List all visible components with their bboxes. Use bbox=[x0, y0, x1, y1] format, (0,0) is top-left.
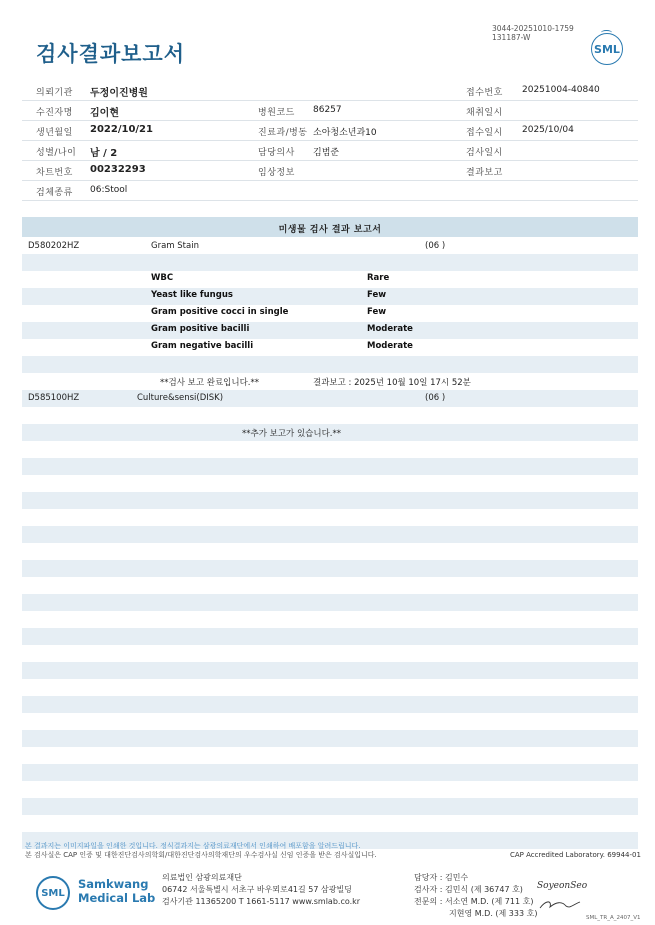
report-complete-message: **검사 보고 완료입니다.** bbox=[160, 378, 260, 388]
label-test-datetime: 검사일시 bbox=[466, 148, 503, 158]
info-row-institution bbox=[22, 80, 638, 101]
value-patient-name: 김이현 bbox=[90, 108, 119, 119]
band bbox=[22, 322, 638, 339]
finding-name: Gram positive bacilli bbox=[151, 324, 250, 334]
value-institution: 두정이진병원 bbox=[90, 88, 148, 99]
test2-code: D585100HZ bbox=[28, 393, 80, 403]
band bbox=[22, 662, 638, 679]
label-report: 결과보고 bbox=[466, 168, 503, 178]
footer-notice-faded: 본 결과지는 이미지파일을 인쇄한 것입니다. 정식결과지는 삼광의료재단에서 인쇄하여 배포함을 알려드립니다. bbox=[25, 842, 361, 850]
test1-name: Gram Stain bbox=[151, 241, 199, 251]
footer-notice bbox=[25, 842, 377, 860]
band bbox=[22, 492, 638, 509]
label-doctor: 담당의사 bbox=[258, 148, 295, 158]
finding-value: Moderate bbox=[367, 324, 413, 334]
label-clinical-info: 임상정보 bbox=[258, 168, 295, 178]
value-chart-no: 00232293 bbox=[90, 164, 146, 175]
band bbox=[22, 560, 638, 577]
footer-staff bbox=[414, 872, 537, 920]
document-id bbox=[492, 24, 574, 42]
signature-2 bbox=[538, 898, 582, 912]
finding-name: Yeast like fungus bbox=[151, 290, 233, 300]
test2-name: Culture&sensi(DISK) bbox=[137, 393, 224, 403]
label-specimen: 검체종류 bbox=[36, 188, 73, 198]
band bbox=[22, 696, 638, 713]
document-id-line1: 3044-20251010-1759 bbox=[492, 24, 574, 33]
info-row-birth bbox=[22, 120, 638, 141]
value-hospital-code: 86257 bbox=[313, 105, 342, 115]
footer-staff-3: 전문의 : 서소연 M.D. (제 711 호) bbox=[414, 897, 534, 906]
info-row-patient bbox=[22, 100, 638, 121]
footer-org-name-2: Medical Lab bbox=[78, 891, 156, 905]
sml-logo: SML bbox=[591, 33, 623, 65]
label-receipt-no: 접수번호 bbox=[466, 88, 503, 98]
label-receipt-date: 접수일시 bbox=[466, 128, 503, 138]
document-id-line2: 131187-W bbox=[492, 33, 531, 42]
additional-report-message: **추가 보고가 있습니다.** bbox=[242, 429, 342, 439]
band bbox=[22, 730, 638, 747]
band bbox=[22, 458, 638, 475]
value-receipt-date: 2025/10/04 bbox=[522, 125, 574, 135]
value-birthdate: 2022/10/21 bbox=[90, 124, 153, 135]
footer-address-3: 검사기관 11365200 T 1661-5117 www.smlab.co.kr bbox=[162, 897, 361, 906]
finding-name: Gram positive cocci in single bbox=[151, 307, 289, 317]
test2-specimen: (06 ) bbox=[425, 393, 446, 403]
band bbox=[22, 526, 638, 543]
band bbox=[22, 356, 638, 373]
label-institution: 의뢰기관 bbox=[36, 88, 73, 98]
label-birthdate: 생년월일 bbox=[36, 128, 73, 138]
value-sex-age: 남 / 2 bbox=[90, 148, 118, 159]
footer-address-1: 의료법인 삼광의료재단 bbox=[162, 873, 242, 882]
footer-sml-logo: SML bbox=[36, 876, 70, 910]
finding-value: Moderate bbox=[367, 341, 413, 351]
finding-value: Few bbox=[367, 307, 387, 317]
band bbox=[22, 288, 638, 305]
info-row-sex bbox=[22, 140, 638, 161]
band bbox=[22, 764, 638, 781]
test1-code: D580202HZ bbox=[28, 241, 80, 251]
label-hospital-code: 병원코드 bbox=[258, 108, 295, 118]
label-chart-no: 차트번호 bbox=[36, 168, 73, 178]
value-doctor: 김범준 bbox=[313, 148, 340, 158]
footer-org-name-1: Samkwang bbox=[78, 877, 149, 891]
value-receipt-no: 20251004-40840 bbox=[522, 85, 600, 95]
signature-1: SoyeonSeo bbox=[537, 881, 588, 891]
footer-staff-1: 담당자 : 김민수 bbox=[414, 873, 469, 882]
finding-value: Rare bbox=[367, 273, 390, 283]
footer-address-2: 06742 서울특별시 서초구 바우뫼로41길 57 삼광빌딩 bbox=[162, 885, 352, 894]
report-time: 결과보고 : 2025년 10월 10일 17시 52분 bbox=[313, 378, 471, 388]
value-department: 소아청소년과10 bbox=[313, 128, 377, 138]
label-department: 진료과/병동 bbox=[258, 128, 308, 138]
test1-specimen: (06 ) bbox=[425, 241, 446, 251]
form-code: SML_TR_A_2407_V1 bbox=[586, 915, 641, 921]
footer-notice-cap: 본 검사실은 CAP 인증 및 대한진단검사의학회/대한진단검사의학재단의 우수검사실 신임 인증을 받은 검사실입니다. bbox=[25, 851, 377, 859]
label-sex-age: 성별/나이 bbox=[36, 148, 77, 158]
results-section-title: 미생물 검사 결과 보고서 bbox=[278, 225, 382, 235]
finding-name: WBC bbox=[151, 273, 174, 283]
band bbox=[22, 594, 638, 611]
band bbox=[22, 390, 638, 407]
label-patient-name: 수진자명 bbox=[36, 108, 73, 118]
label-collection-datetime: 채취일시 bbox=[466, 108, 503, 118]
footer-address bbox=[162, 872, 360, 908]
footer-staff-2: 검사자 : 김민식 (제 36747 호) bbox=[414, 885, 523, 894]
page-title: 검사결과보고서 bbox=[36, 42, 186, 66]
finding-name: Gram negative bacilli bbox=[151, 341, 254, 351]
info-row-specimen bbox=[22, 180, 638, 201]
finding-value: Few bbox=[367, 290, 387, 300]
band bbox=[22, 798, 638, 815]
band bbox=[22, 628, 638, 645]
cap-accreditation: CAP Accredited Laboratory. 69944-01 bbox=[510, 851, 641, 859]
band bbox=[22, 254, 638, 271]
value-specimen: 06:Stool bbox=[90, 185, 128, 195]
footer-staff-4: 지현영 M.D. (제 333 호) bbox=[449, 909, 538, 918]
info-row-chart bbox=[22, 160, 638, 181]
footer-org-name bbox=[78, 877, 155, 905]
